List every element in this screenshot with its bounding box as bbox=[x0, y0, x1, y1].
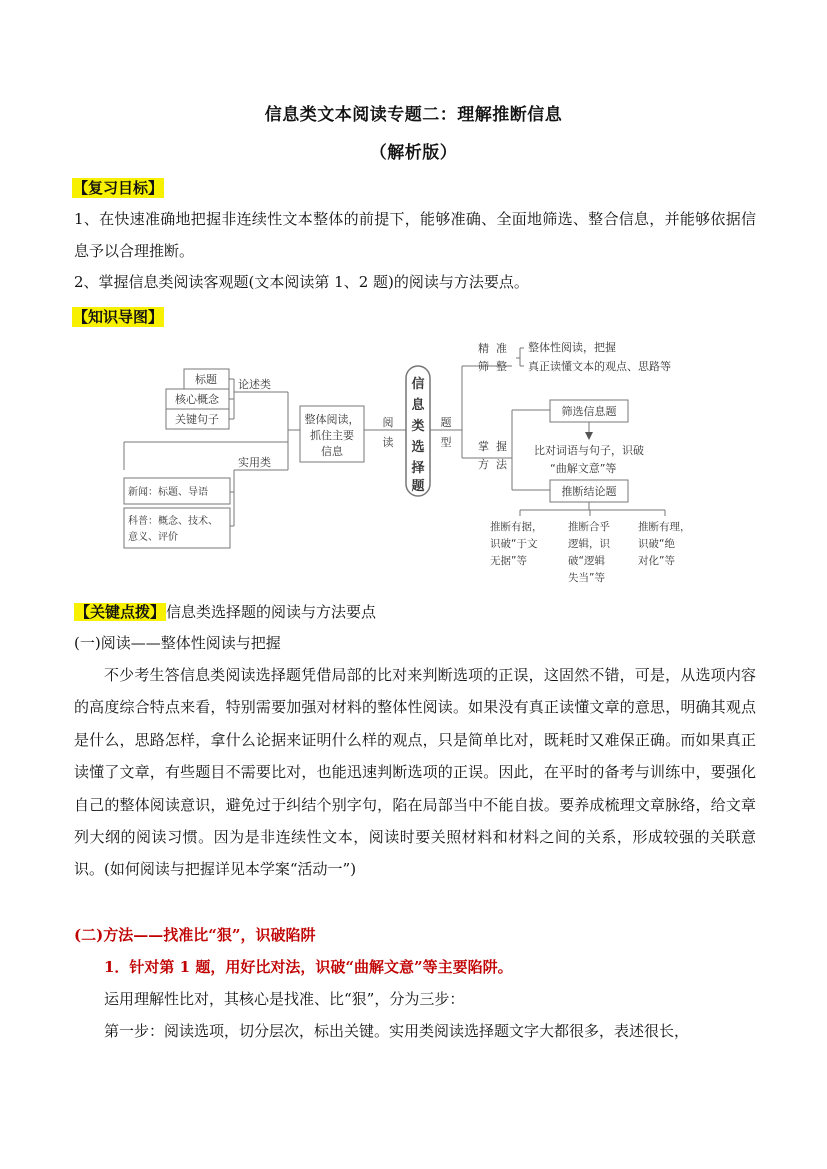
section1-title: (一)阅读——整体性阅读与把握 bbox=[74, 634, 281, 652]
zw2-char-2: 法 bbox=[496, 458, 507, 471]
filter-desc-2: “曲解文意”等 bbox=[550, 462, 617, 475]
center-char: 选 bbox=[411, 440, 425, 455]
sci-label-1: 科普：概念、技术、 bbox=[128, 516, 218, 527]
sub2-line: 逻辑，识 bbox=[568, 538, 610, 550]
left-item-core: 核心概念 bbox=[175, 393, 219, 406]
type-char-1: 题 bbox=[440, 416, 452, 429]
filter-box-label: 筛选信息题 bbox=[561, 405, 617, 418]
center-char: 题 bbox=[411, 479, 425, 494]
read-char-2: 读 bbox=[382, 436, 394, 449]
sub3-line: 推断有理， bbox=[638, 521, 691, 533]
center-char: 类 bbox=[411, 419, 425, 434]
section2-title: (二)方法——找准比“狠”，识破陷阱 bbox=[74, 926, 316, 944]
objective-item-2: 2、掌握信息类阅读客观题(文本阅读第 1、2 题)的阅读与方法要点。 bbox=[74, 273, 529, 291]
type-char-2: 型 bbox=[440, 436, 452, 449]
left-item-title: 标题 bbox=[195, 373, 217, 386]
left-item-key: 关键句子 bbox=[175, 413, 219, 426]
label-shiyong: 实用类 bbox=[238, 456, 271, 469]
news-label: 新闻：标题、导语 bbox=[128, 487, 208, 498]
document-title: 信息类文本阅读专题二：理解推断信息 bbox=[264, 105, 563, 125]
keypoints-line bbox=[74, 596, 756, 628]
center-char: 息 bbox=[411, 398, 425, 413]
label-lunshu: 论述类 bbox=[238, 378, 271, 391]
whole-line-2: 抓住主要 bbox=[310, 429, 354, 442]
sub2-line: 破“逻辑 bbox=[568, 555, 605, 567]
read-char-1: 阅 bbox=[382, 416, 394, 429]
document-subtitle: （解析版） bbox=[369, 143, 458, 163]
keypoints-tag: 【关键点拨】 bbox=[75, 603, 166, 621]
infer-box-label: 推断结论题 bbox=[561, 485, 617, 498]
filter-desc-1: 比对词语与句子，识破 bbox=[534, 444, 644, 457]
sub3-line: 对化”等 bbox=[638, 555, 675, 567]
zw-char-1: 掌 bbox=[478, 440, 489, 453]
jz-item-1: 整体性阅读，把握 bbox=[528, 341, 616, 354]
objective-item-1: 1、在快速准确地把握非连续性文本整体的前提下，能够准确、全面地筛选、整合信息，并能够依据信息予以合理推断。 bbox=[74, 210, 756, 261]
objectives-tag: 【复习目标】 bbox=[73, 179, 164, 197]
sub2-line: 推断合乎 bbox=[568, 521, 610, 533]
whole-line-1: 整体阅读， bbox=[304, 413, 360, 426]
center-char: 择 bbox=[411, 461, 425, 476]
section2-line1: 运用理解性比对，其核心是找准、比“狠”，分为三步： bbox=[104, 990, 465, 1008]
jz-item-2: 真正读懂文本的观点、思路等 bbox=[528, 360, 671, 373]
section2-item1: 1．针对第 1 题，用好比对法，识破“曲解文意”等主要陷阱。 bbox=[104, 958, 513, 976]
zw-char-2: 握 bbox=[496, 440, 507, 453]
jz-char-1: 精 bbox=[478, 342, 489, 355]
jz2-char-1: 筛 bbox=[478, 360, 489, 373]
center-char: 信 bbox=[411, 377, 425, 392]
sub1-line: 推断有据， bbox=[490, 521, 543, 533]
sub3-line: 识破“绝 bbox=[638, 538, 675, 550]
arrow-down-icon bbox=[585, 432, 593, 440]
whole-line-3: 信息 bbox=[321, 445, 343, 458]
sub1-line: 识破“于文 bbox=[490, 538, 538, 550]
zw2-char-1: 方 bbox=[478, 458, 489, 471]
sub2-line: 失当”等 bbox=[568, 572, 605, 584]
mindmap-tag: 【知识导图】 bbox=[73, 308, 164, 326]
jz-char-2: 准 bbox=[496, 342, 507, 355]
jz2-char-2: 整 bbox=[496, 360, 507, 373]
sub1-line: 无据”等 bbox=[490, 555, 527, 567]
knowledge-mindmap bbox=[120, 330, 710, 592]
sci-label-2: 意义、评价 bbox=[128, 532, 178, 543]
section1-body: 不少考生答信息类阅读选择题凭借局部的比对来判断选项的正误，这固然不错，可是，从选项内容的高度综合特点来看，特别需要加强对材料的整体性阅读。如果没有真正读懂文章的意思，明确其观点是什么，思路怎样，拿什么论据来证明什么样的观点，只是简单比对，既耗时又难保正确。而如果真正读懂了文章，有些题目不需要比对，也能迅速判断选项的正误。因此，在平时的备考与训练中，要强化自己的整体阅读意识，避免过于纠结个别字句，陷在局部当中不能自拔。要养成梳理文章脉络，给文章列大纲的阅读习惯。因为是非连续性文本，阅读时要关照材料和材料之间的关系，形成较强的关联意识。(如何阅读与把握详见本学案“活动一”) bbox=[74, 666, 756, 879]
section2-line2: 第一步：阅读选项，切分层次，标出关键。实用类阅读选择题文字大都很多，表述很长， bbox=[104, 1022, 690, 1040]
keypoints-heading: 信息类选择题的阅读与方法要点 bbox=[166, 603, 377, 621]
